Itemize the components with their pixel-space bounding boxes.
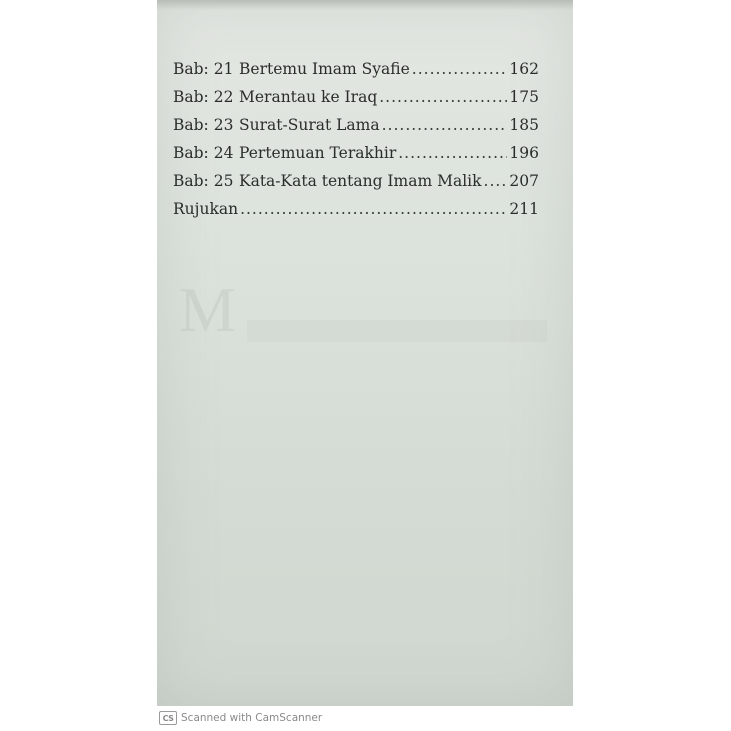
toc-dot-leader [382,116,508,134]
toc-page-number: 196 [509,144,539,162]
toc-chapter-title: Bertemu Imam Syafie [239,60,410,78]
toc-dot-leader [379,88,507,106]
bleed-through-shade [247,320,547,342]
toc-entry-24 [173,144,539,172]
toc-chapter-number: Bab: 23 [173,116,234,134]
toc-chapter-title: Surat-Surat Lama [239,116,380,134]
toc-page-number: 175 [509,88,539,106]
toc-entry-rujukan [173,200,539,228]
toc-chapter-number: Bab: 22 [173,88,234,106]
page-top-shadow [157,0,573,10]
toc-page-number: 207 [509,172,539,190]
scanner-watermark [159,711,322,725]
toc-page-number: 185 [509,116,539,134]
table-of-contents [173,60,539,228]
toc-entry-23 [173,116,539,144]
toc-chapter-title: Pertemuan Terakhir [239,144,397,162]
toc-page-number: 211 [509,200,539,218]
toc-chapter-number: Bab: 24 [173,144,234,162]
toc-dot-leader [412,60,508,78]
scanner-watermark-text: Scanned with CamScanner [181,712,323,724]
toc-entry-22 [173,88,539,116]
bleed-through-letter: M [179,274,236,345]
toc-dot-leader [240,200,507,218]
toc-dot-leader [484,172,508,190]
toc-entry-21 [173,60,539,88]
toc-page-number: 162 [509,60,539,78]
toc-chapter-title: Rujukan [173,200,239,218]
toc-entry-25 [173,172,539,200]
toc-chapter-number: Bab: 21 [173,60,234,78]
toc-chapter-title: Merantau ke Iraq [239,88,378,106]
book-page [157,0,573,706]
toc-dot-leader [398,144,507,162]
toc-chapter-number: Bab: 25 [173,172,234,190]
toc-chapter-title: Kata-Kata tentang Imam Malik [239,172,482,190]
camscanner-icon: CS [159,711,177,725]
